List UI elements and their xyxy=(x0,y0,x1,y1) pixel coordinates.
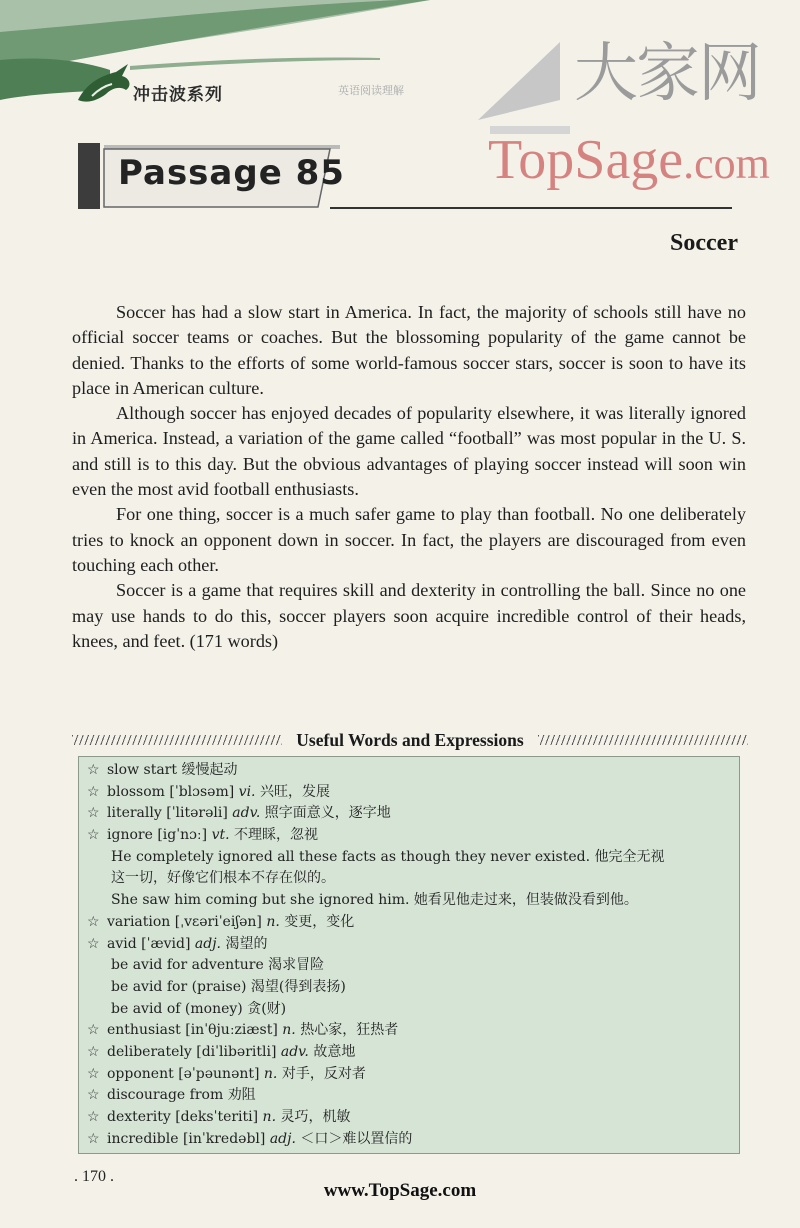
vocab-row: ☆ incredible [inˈkredəbl] adj. ＜口＞难以置信的 xyxy=(87,1129,739,1151)
star-icon: ☆ xyxy=(87,1109,100,1125)
example-phrase: be avid for (praise) 渴望(得到表扬) xyxy=(111,978,346,995)
watermark-topsage: TopSage.com xyxy=(488,129,770,191)
star-icon: ☆ xyxy=(87,1065,100,1082)
vocab-row: ☆ slow start 缓慢起动 xyxy=(87,760,739,782)
series-label: 冲击波系列 xyxy=(133,85,223,105)
hatch-divider-right xyxy=(538,735,748,745)
useful-words-title: Useful Words and Expressions xyxy=(296,729,524,750)
star-icon: ☆ xyxy=(87,783,100,800)
article-heading: Soccer xyxy=(670,230,738,256)
series-subtitle: 英语阅读理解 xyxy=(338,84,404,97)
star-icon: ☆ xyxy=(87,935,100,952)
vocab-row: ☆ opponent [əˈpəunənt] n. 对手，反对者 xyxy=(87,1064,739,1086)
example-phrase: be avid for adventure 渴求冒险 xyxy=(111,957,325,974)
vocab-row: ☆ dexterity [deksˈteriti] n. 灵巧，机敏 xyxy=(87,1107,739,1129)
star-icon: ☆ xyxy=(87,762,100,778)
paragraph-2: Although soccer has enjoyed decades of popularity elsewhere, it was literally ignored in America. Instead, a variation of the game called “football” was most popular in the U. S. and still is to this day. But the obvious advantages of playing soccer instead will soon win even the most avid football enthusiasts. xyxy=(72,403,746,500)
paragraph-1: Soccer has had a slow start in America. In fact, the majority of schools still have no official soccer teams or coaches. But the blossoming popularity of the game cannot be denied. Thanks to the efforts of some world-famous soccer stars, soccer is soon to have its place in American culture. xyxy=(72,302,746,398)
watermark-chinese: 大家网 xyxy=(574,37,760,111)
title-rule xyxy=(330,207,732,209)
vocab-row: ☆ discourage from 劝阻 xyxy=(87,1085,739,1107)
example-sentence: He completely ignored all these facts as though they never existed. 他完全无视 xyxy=(111,848,665,865)
useful-words-header xyxy=(72,728,748,752)
star-icon: ☆ xyxy=(87,913,100,930)
vocab-row: ☆ avid [ˈævid] adj. 渴望的 xyxy=(87,934,739,956)
paragraph-4: Soccer is a game that requires skill and dexterity in controlling the ball. Since no one may use hands to do this, soccer players soon acquire incredible control of their heads, knees, and feet. (171 words) xyxy=(72,580,746,651)
example-phrase: be avid of (money) 贪(财) xyxy=(111,1000,287,1017)
footer-url[interactable]: www.TopSage.com xyxy=(323,1180,477,1201)
vocabulary-box xyxy=(78,756,740,1154)
star-icon: ☆ xyxy=(87,1087,100,1104)
star-icon: ☆ xyxy=(87,1022,100,1039)
paragraph-3: For one thing, soccer is a much safer game to play than football. No one deliberately tries to knock an opponent down in soccer. In fact, the players are discouraged from even touching each other. xyxy=(72,504,746,575)
watermark-logo-icon xyxy=(470,42,580,142)
dragon-logo-icon xyxy=(72,60,134,108)
star-icon: ☆ xyxy=(87,827,100,844)
passage-title: Passage 85 xyxy=(118,153,345,193)
vocab-row: ☆ deliberately [diˈlibəritli] adv. 故意地 xyxy=(87,1042,739,1064)
vocab-row: ☆ variation [ˌvɛəriˈeiʃən] n. 变更，变化 xyxy=(87,912,739,934)
hatch-divider-left xyxy=(72,735,282,745)
star-icon: ☆ xyxy=(87,1130,100,1147)
article-body xyxy=(72,300,746,654)
page-number: . 170 . xyxy=(74,1168,114,1185)
vocab-row: ☆ enthusiast [inˈθjuːziæst] n. 热心家，狂热者 xyxy=(87,1020,739,1042)
vocab-row: ☆ literally [ˈlitərəli] adv. 照字面意义，逐字地 xyxy=(87,803,739,825)
vocab-row: ☆ blossom [ˈblɔsəm] vi. 兴旺，发展 xyxy=(87,782,739,804)
example-sentence: 这一切，好像它们根本不存在似的。 xyxy=(111,870,335,887)
vocab-row: ☆ ignore [igˈnɔː] vt. 不理睬，忽视 xyxy=(87,825,739,847)
star-icon: ☆ xyxy=(87,1043,100,1060)
example-sentence: She saw him coming but she ignored him. 她看见他走过来，但装做没看到他。 xyxy=(111,892,638,909)
star-icon: ☆ xyxy=(87,805,100,822)
